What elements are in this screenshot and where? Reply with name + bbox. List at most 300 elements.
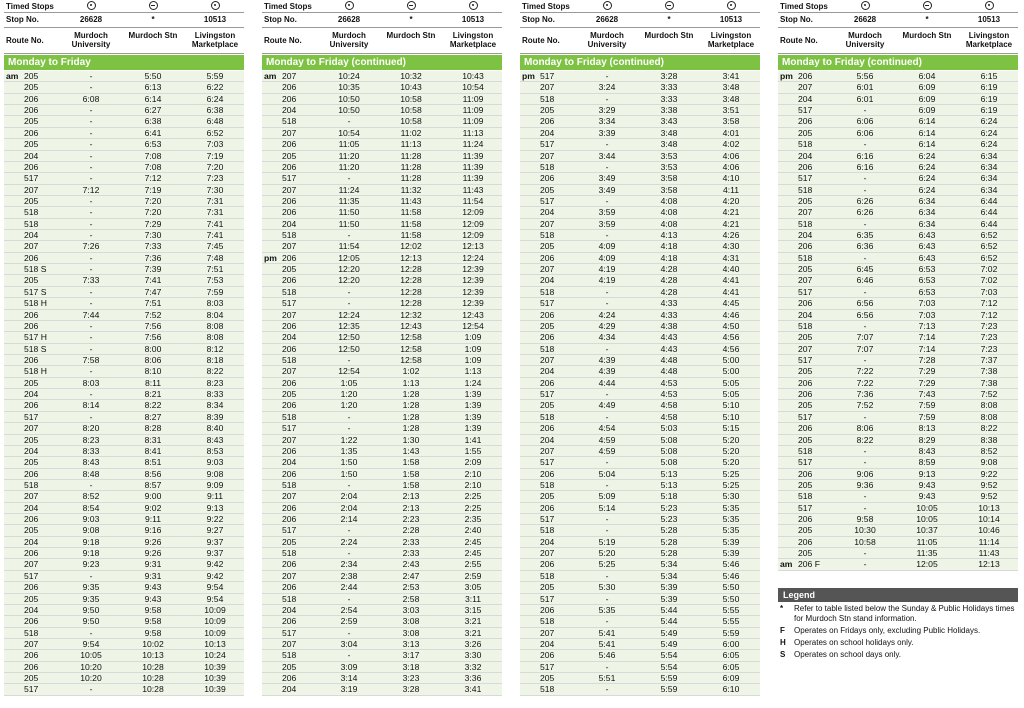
time-murdoch-stn: 7:08 [144,150,162,161]
time-murdoch-stn: 5:13 [660,479,678,490]
time-livingston-marketplace: 2:25 [464,491,482,502]
time-livingston-marketplace: 4:20 [722,195,740,206]
table-row [4,366,244,377]
table-row [4,435,244,446]
time-murdoch-stn: 5:34 [660,559,678,570]
route-number: 207 [540,548,555,559]
route-number: 207 [24,559,39,570]
route-number: 206 [282,582,297,593]
stop-name: Livingston Marketplace [707,31,755,49]
time-murdoch-university: 12:24 [338,309,360,320]
time-murdoch-university: - [863,502,867,513]
time-livingston-marketplace: 12:39 [462,275,484,286]
time-murdoch-stn: 3:43 [660,116,678,127]
stop-icon [211,1,220,10]
route-number: 518 [798,320,813,331]
stop-name: Murdoch University [329,31,369,49]
time-livingston-marketplace: 9:37 [206,548,224,559]
table-row [4,71,244,82]
table-row [778,366,1018,377]
table-row [520,389,760,400]
time-murdoch-university: 10:50 [338,105,360,116]
timed-stops-label: Timed Stops [780,2,828,11]
table-row [778,287,1018,298]
stops-header [778,0,1018,52]
table-row [778,355,1018,366]
route-number: 206 [24,400,39,411]
route-number: 207 [282,309,297,320]
route-number: 206 [798,377,813,388]
section-title: Monday to Friday [4,55,244,70]
table-row [520,628,760,639]
time-murdoch-stn: 1:28 [402,411,420,422]
table-row [4,162,244,173]
time-murdoch-university: - [89,252,93,263]
time-livingston-marketplace: 9:42 [206,559,224,570]
time-murdoch-university: - [863,286,867,297]
time-murdoch-stn: 6:27 [144,105,162,116]
time-murdoch-stn: 10:05 [916,514,938,525]
table-row [262,105,502,116]
time-livingston-marketplace: 11:39 [462,173,484,184]
legend-text: Operates on Fridays only, excluding Public Holidays. [794,626,981,635]
time-murdoch-stn: 10:02 [142,638,164,649]
time-murdoch-university: - [605,139,609,150]
am-pm-marker: pm [780,71,793,81]
route-number: 204 [24,502,39,513]
route-number: 205 [24,139,39,150]
stop-icon [345,1,354,10]
route-number: 205 [24,195,39,206]
table-row [4,650,244,661]
table-row [262,537,502,548]
table-row [778,264,1018,275]
time-livingston-marketplace: 4:41 [722,275,740,286]
time-murdoch-university: 6:56 [856,309,874,320]
time-murdoch-stn: 4:08 [660,195,678,206]
time-murdoch-stn: 5:49 [660,638,678,649]
table-row [4,548,244,559]
time-murdoch-stn: 12:05 [916,559,938,570]
route-number: 204 [540,127,555,138]
table-row [262,264,502,275]
route-number: 206 [540,559,555,570]
time-livingston-marketplace: 6:19 [980,93,998,104]
table-row [4,116,244,127]
header-rule [520,12,760,13]
time-livingston-marketplace: 2:45 [464,536,482,547]
route-number: 517 [282,525,297,536]
route-number: 205 [24,457,39,468]
route-number: 204 [540,207,555,218]
time-murdoch-university: - [89,627,93,638]
time-murdoch-university: 5:46 [598,650,616,661]
time-murdoch-university: 7:07 [856,343,874,354]
route-number: 205 [24,525,39,536]
time-murdoch-university: 9:18 [82,548,100,559]
time-livingston-marketplace: 6:19 [980,105,998,116]
time-murdoch-stn: 6:34 [918,195,936,206]
stop-icon [469,1,478,10]
route-number: 204 [24,536,39,547]
table-row [262,298,502,309]
time-livingston-marketplace: 10:09 [204,616,226,627]
route-number: 207 [282,434,297,445]
route-number: 207 [282,241,297,252]
route-number: 206 [24,548,39,559]
time-livingston-marketplace: 8:12 [206,343,224,354]
route-number: 517 [282,173,297,184]
table-row [520,196,760,207]
time-murdoch-stn: 1:13 [402,377,420,388]
stops-header [262,0,502,52]
time-murdoch-university: 10:24 [338,71,360,81]
table-row [520,378,760,389]
table-row [4,94,244,105]
table-row [262,628,502,639]
time-murdoch-stn: 9:43 [918,479,936,490]
time-livingston-marketplace: 4:21 [722,207,740,218]
time-murdoch-stn: 3:53 [660,150,678,161]
time-murdoch-stn: 12:28 [400,275,422,286]
table-row [520,400,760,411]
time-murdoch-stn: 5:34 [660,570,678,581]
time-livingston-marketplace: 9:13 [206,502,224,513]
table-row [778,298,1018,309]
time-livingston-marketplace: 3:32 [464,661,482,672]
time-livingston-marketplace: 4:45 [722,298,740,309]
table-row [778,332,1018,343]
legend-item [778,650,1018,660]
time-murdoch-stn: 9:43 [918,491,936,502]
time-murdoch-university: - [89,320,93,331]
table-row [4,412,244,423]
station-icon [149,1,158,10]
table-row [262,344,502,355]
time-murdoch-university: - [89,82,93,93]
route-number: 518 [798,139,813,150]
time-livingston-marketplace: 6:38 [206,105,224,116]
time-murdoch-university: 6:16 [856,161,874,172]
time-murdoch-stn: 6:43 [918,241,936,252]
time-murdoch-stn: 8:31 [144,434,162,445]
time-murdoch-university: - [863,491,867,502]
table-row [520,650,760,661]
route-number: 207 [540,264,555,275]
time-murdoch-university: - [863,457,867,468]
time-murdoch-university: - [347,354,351,365]
stop-name: Livingston Marketplace [449,31,497,49]
route-number: 518 [24,218,39,229]
station-icon [665,1,674,10]
stops-header [520,0,760,52]
route-number: 204 [540,638,555,649]
time-murdoch-stn: 9:16 [144,525,162,536]
time-livingston-marketplace: 7:30 [206,184,224,195]
time-murdoch-university: - [863,445,867,456]
route-number: 517 [540,661,555,672]
time-murdoch-university: - [89,139,93,150]
table-row [520,639,760,650]
stop-no-label: Stop No. [780,15,813,24]
time-murdoch-stn: 6:09 [918,82,936,93]
route-number: 518 [540,525,555,536]
table-row [262,82,502,93]
time-murdoch-stn: 5:03 [660,423,678,434]
time-murdoch-stn: 8:22 [144,400,162,411]
time-livingston-marketplace: 7:19 [206,150,224,161]
time-murdoch-university: 12:50 [338,343,360,354]
route-number: 518 [540,230,555,241]
route-number: 204 [24,445,39,456]
time-murdoch-university: 2:14 [340,514,358,525]
time-murdoch-university: 8:06 [856,423,874,434]
table-row [778,196,1018,207]
time-murdoch-stn: 5:50 [144,71,162,81]
route-number: 206 [24,582,39,593]
time-livingston-marketplace: 6:44 [980,218,998,229]
stop-name: Murdoch Stn [644,31,694,40]
time-murdoch-stn: 7:59 [918,411,936,422]
time-livingston-marketplace: 6:34 [980,150,998,161]
time-murdoch-university: - [605,525,609,536]
table-row [778,185,1018,196]
time-livingston-marketplace: 8:04 [206,309,224,320]
route-number: 207 [540,218,555,229]
time-murdoch-stn: 6:14 [918,139,936,150]
table-row [262,173,502,184]
time-livingston-marketplace: 11:43 [978,548,1000,559]
time-murdoch-university: 1:22 [340,434,358,445]
time-murdoch-university: 9:50 [82,604,100,615]
time-murdoch-university: - [89,207,93,218]
route-number: 206 [282,139,297,150]
route-number: 205 [540,184,555,195]
table-row [4,503,244,514]
time-murdoch-stn: 5:44 [660,604,678,615]
time-murdoch-university: 7:22 [856,366,874,377]
time-livingston-marketplace: 7:23 [980,332,998,343]
time-murdoch-university: - [605,514,609,525]
route-number: 206 [24,661,39,672]
time-livingston-marketplace: 2:59 [464,570,482,581]
time-livingston-marketplace: 7:02 [980,275,998,286]
stop-number: 26628 [595,15,619,24]
time-murdoch-stn: 11:43 [400,195,422,206]
time-livingston-marketplace: 2:10 [464,479,482,490]
route-number: 206 [24,252,39,263]
table-row [520,219,760,230]
route-number: 205 [540,320,555,331]
time-murdoch-university: 5:04 [598,468,616,479]
time-livingston-marketplace: 10:43 [462,71,484,81]
timetable-column [778,0,1018,708]
route-number: 207 [282,638,297,649]
route-number: 517 [282,627,297,638]
time-livingston-marketplace: 10:09 [204,604,226,615]
time-murdoch-university: 1:20 [340,389,358,400]
header-rule [262,53,502,54]
table-row [520,469,760,480]
time-murdoch-stn: 7:14 [918,343,936,354]
time-livingston-marketplace: 8:53 [206,445,224,456]
time-livingston-marketplace: 4:56 [722,343,740,354]
route-number: 517 [540,71,555,81]
stop-number: * [151,15,155,24]
time-livingston-marketplace: 6:05 [722,661,740,672]
time-murdoch-university: - [89,479,93,490]
table-row [262,594,502,605]
route-number: 205 [540,241,555,252]
table-row [520,548,760,559]
time-murdoch-university: 8:54 [82,502,100,513]
time-murdoch-stn: 10:05 [916,502,938,513]
time-murdoch-university: - [347,116,351,127]
time-livingston-marketplace: 3:21 [464,627,482,638]
time-livingston-marketplace: 6:24 [980,139,998,150]
time-livingston-marketplace: 5:25 [722,479,740,490]
time-murdoch-stn: 7:19 [144,184,162,195]
table-row [520,412,760,423]
table-row [262,548,502,559]
route-number: 206 [798,389,813,400]
time-murdoch-stn: 11:28 [400,161,422,172]
route-number: 205 [282,150,297,161]
time-murdoch-university: 8:43 [82,457,100,468]
table-row [262,650,502,661]
table-row [520,514,760,525]
time-murdoch-stn: 4:38 [660,320,678,331]
table-row [4,469,244,480]
time-murdoch-stn: 8:10 [144,366,162,377]
time-livingston-marketplace: 11:24 [462,139,484,150]
time-murdoch-university: 11:05 [338,139,360,150]
time-murdoch-stn: 5:54 [660,650,678,661]
time-livingston-marketplace: 9:52 [980,491,998,502]
table-row [520,457,760,468]
route-number: 205 [24,275,39,286]
time-murdoch-stn: 9:43 [144,582,162,593]
stop-name: Murdoch University [845,31,885,49]
table-row [4,230,244,241]
time-livingston-marketplace: 8:38 [980,434,998,445]
time-murdoch-stn: 3:58 [660,173,678,184]
table-row [262,582,502,593]
time-murdoch-university: 4:19 [598,275,616,286]
time-murdoch-university: 12:54 [338,366,360,377]
route-number: 204 [282,604,297,615]
route-number: 205 [540,582,555,593]
time-livingston-marketplace: 1:55 [464,445,482,456]
route-number: 205 [540,105,555,116]
route-number: 207 [24,491,39,502]
route-number: 205 [24,82,39,93]
table-row [4,537,244,548]
route-number: 206 [540,423,555,434]
table-row [520,162,760,173]
table-row [778,207,1018,218]
time-livingston-marketplace: 7:23 [980,320,998,331]
route-number: 206 [282,252,297,263]
header-rule [262,27,502,28]
time-murdoch-stn: 5:28 [660,525,678,536]
time-livingston-marketplace: 7:38 [980,377,998,388]
time-livingston-marketplace: 10:39 [204,661,226,672]
time-livingston-marketplace: 8:39 [206,411,224,422]
time-murdoch-university: - [89,195,93,206]
header-rule [4,53,244,54]
time-murdoch-stn: 1:02 [402,366,420,377]
time-murdoch-university: 3:59 [598,207,616,218]
time-livingston-marketplace: 4:46 [722,309,740,320]
route-number: 517 [798,411,813,422]
time-murdoch-university: 5:14 [598,502,616,513]
time-murdoch-university: - [347,627,351,638]
route-number: 206 [282,320,297,331]
time-livingston-marketplace: 3:58 [722,116,740,127]
time-murdoch-university: - [863,173,867,184]
table-row [778,71,1018,82]
route-number: 518 [282,116,297,127]
route-number: 207 [24,638,39,649]
route-number: 206 [540,650,555,661]
table-row [520,435,760,446]
route-number: 518 [282,479,297,490]
time-murdoch-university: - [89,411,93,422]
time-murdoch-stn: 3:23 [402,673,420,684]
time-murdoch-stn: 2:58 [402,593,420,604]
time-livingston-marketplace: 2:35 [464,514,482,525]
route-number: 517 [540,593,555,604]
route-number: 517 H [24,332,47,343]
time-murdoch-stn: 6:34 [918,218,936,229]
time-murdoch-stn: 6:53 [918,264,936,275]
time-murdoch-university: - [89,161,93,172]
time-livingston-marketplace: 11:13 [462,127,484,138]
stop-icon [985,1,994,10]
time-murdoch-stn: 6:14 [918,127,936,138]
route-number: 205 [798,548,813,559]
time-murdoch-university: 3:14 [340,673,358,684]
route-no-label: Route No. [522,36,560,45]
table-row [778,253,1018,264]
time-murdoch-university: 1:05 [340,377,358,388]
table-row [778,82,1018,93]
route-no-label: Route No. [780,36,818,45]
time-murdoch-university: 4:39 [598,366,616,377]
route-number: 517 [540,457,555,468]
time-murdoch-university: 9:03 [82,514,100,525]
route-number: 518 [282,593,297,604]
time-livingston-marketplace: 5:46 [722,559,740,570]
time-livingston-marketplace: 9:22 [980,468,998,479]
table-row [4,310,244,321]
time-livingston-marketplace: 5:35 [722,525,740,536]
route-number: 207 [798,275,813,286]
time-murdoch-university: 6:06 [856,127,874,138]
time-murdoch-university: - [605,298,609,309]
route-no-label: Route No. [6,36,44,45]
time-murdoch-stn: 8:13 [918,423,936,434]
table-row [778,310,1018,321]
time-murdoch-stn: 5:08 [660,445,678,456]
table-row [520,298,760,309]
time-murdoch-university: 11:50 [338,218,360,229]
time-murdoch-stn: 4:43 [660,332,678,343]
table-row [778,173,1018,184]
time-murdoch-university: 3:59 [598,218,616,229]
route-number: 206 [540,332,555,343]
